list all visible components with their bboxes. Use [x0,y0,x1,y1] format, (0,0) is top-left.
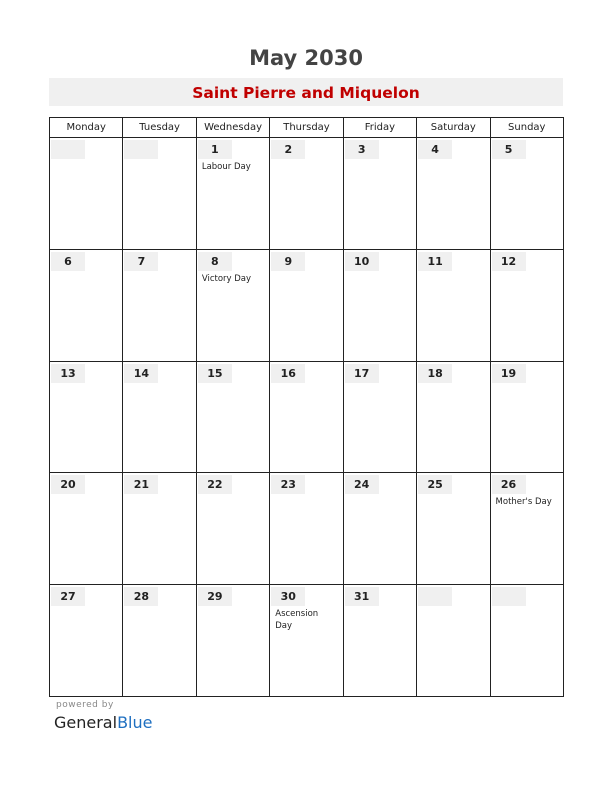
week-row [50,361,564,473]
day-number [418,587,452,606]
day-number: 27 [51,587,85,606]
day-number: 11 [418,252,452,271]
day-number: 5 [492,140,526,159]
day-number: 13 [51,364,85,383]
day-cell[interactable] [343,585,416,697]
powered-by-text: powered by [56,700,114,710]
day-cell[interactable] [343,138,416,250]
calendar-body [50,138,564,697]
day-cell[interactable] [196,361,269,473]
day-cell[interactable] [270,249,343,361]
brand-general: General [54,713,118,732]
brand-logo[interactable] [54,713,152,732]
day-number: 18 [418,364,452,383]
day-cell[interactable] [490,361,563,473]
day-number: 31 [345,587,379,606]
weekday-wednesday: Wednesday [196,118,269,138]
day-number: 4 [418,140,452,159]
day-cell[interactable] [50,361,123,473]
holiday-label: Mother's Day [495,497,552,508]
subtitle-bar [49,78,563,106]
day-number: 3 [345,140,379,159]
week-row [50,473,564,585]
day-cell[interactable] [417,361,490,473]
day-cell[interactable] [490,138,563,250]
day-cell[interactable] [417,473,490,585]
day-cell[interactable] [123,585,196,697]
day-number: 22 [198,475,232,494]
day-number: 15 [198,364,232,383]
empty-day-cell [50,138,123,250]
day-cell[interactable] [417,249,490,361]
day-cell[interactable] [123,249,196,361]
day-number: 14 [124,364,158,383]
day-cell[interactable] [343,473,416,585]
day-cell[interactable] [196,249,269,361]
day-cell[interactable] [270,138,343,250]
day-number: 10 [345,252,379,271]
weekday-friday: Friday [343,118,416,138]
week-row [50,138,564,250]
day-number: 21 [124,475,158,494]
weekday-tuesday: Tuesday [123,118,196,138]
day-number: 2 [271,140,305,159]
day-number: 8 [198,252,232,271]
day-cell[interactable] [196,585,269,697]
day-number: 29 [198,587,232,606]
day-number: 26 [492,475,526,494]
day-number: 12 [492,252,526,271]
day-cell[interactable] [196,138,269,250]
day-cell[interactable] [490,473,563,585]
empty-day-cell [490,585,563,697]
day-number: 25 [418,475,452,494]
empty-day-cell [417,585,490,697]
week-row [50,585,564,697]
day-number: 9 [271,252,305,271]
day-cell[interactable] [417,138,490,250]
week-row [50,249,564,361]
day-number: 7 [124,252,158,271]
day-number [492,587,526,606]
day-cell[interactable] [343,249,416,361]
day-number: 20 [51,475,85,494]
day-number: 28 [124,587,158,606]
holiday-label: Victory Day [201,273,252,284]
day-cell[interactable] [50,585,123,697]
day-number: 30 [271,587,305,606]
day-number: 19 [492,364,526,383]
brand-blue: Blue [117,713,153,732]
day-cell[interactable] [123,473,196,585]
country-name: Saint Pierre and Miquelon [192,84,420,102]
day-cell[interactable] [50,473,123,585]
day-cell[interactable] [123,361,196,473]
day-cell[interactable] [270,585,343,697]
day-number [51,140,85,159]
weekday-sunday: Sunday [490,118,563,138]
day-number: 24 [345,475,379,494]
day-cell[interactable] [50,249,123,361]
calendar-grid [49,117,564,697]
page-title: May 2030 [249,46,363,70]
holiday-label: Labour Day [201,162,251,172]
day-cell[interactable] [196,473,269,585]
weekday-header-row [50,118,564,138]
day-cell[interactable] [343,361,416,473]
weekday-monday: Monday [50,118,123,138]
day-number: 1 [198,140,232,159]
holiday-label: Ascension Day [275,609,319,632]
day-number: 6 [51,252,85,271]
day-cell[interactable] [270,473,343,585]
day-number [124,140,158,159]
weekday-saturday: Saturday [417,118,490,138]
day-number: 16 [271,364,305,383]
day-cell[interactable] [490,249,563,361]
day-number: 17 [345,364,379,383]
day-number: 23 [271,475,305,494]
empty-day-cell [123,138,196,250]
day-cell[interactable] [270,361,343,473]
weekday-thursday: Thursday [270,118,343,138]
